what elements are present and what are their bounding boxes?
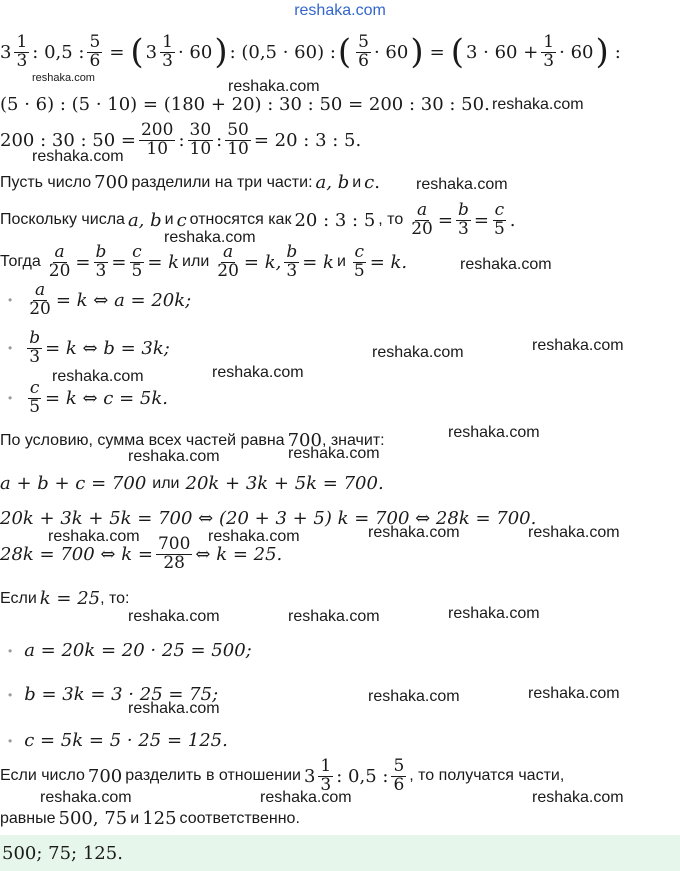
den: 3 xyxy=(29,346,41,367)
expr: = 20 : 3 : 5. xyxy=(253,129,362,151)
text: и xyxy=(336,253,346,271)
fraction xyxy=(456,202,471,239)
num: 30 xyxy=(189,120,212,140)
answer-text: 500; 75; 125. xyxy=(2,842,123,864)
expr: · 60 xyxy=(373,41,409,63)
den: 10 xyxy=(189,138,212,159)
num: 700 xyxy=(157,534,191,554)
whole: 3 xyxy=(0,41,12,63)
watermark: reshaka.com xyxy=(288,445,380,462)
punct: . xyxy=(509,209,516,231)
watermark: reshaka.com xyxy=(492,96,584,113)
fraction xyxy=(160,34,175,71)
fraction xyxy=(27,282,53,319)
watermark: reshaka.com xyxy=(48,528,140,545)
expr: = k xyxy=(147,251,180,273)
text: , то: xyxy=(100,589,130,607)
den: 28 xyxy=(163,552,185,573)
watermark: reshaka.com xyxy=(532,337,624,354)
text: , то получатся части, xyxy=(409,767,565,785)
watermark: reshaka.com xyxy=(288,608,380,625)
text: Поскольку числа xyxy=(0,211,125,229)
num: b xyxy=(95,242,107,262)
list-item xyxy=(0,640,252,661)
text: соответственно. xyxy=(179,809,300,827)
expr: : (0,5 · 60) : xyxy=(229,41,336,63)
den: 5 xyxy=(131,260,143,281)
bullet-icon: • xyxy=(8,643,13,658)
num: b xyxy=(286,242,298,262)
number: 125 xyxy=(142,808,177,829)
expr: c = 5k = 5 · 25 = 125. xyxy=(24,730,228,751)
den: 5 xyxy=(29,396,41,417)
watermark: reshaka.com xyxy=(32,148,124,165)
den: 6 xyxy=(358,50,369,71)
num: b xyxy=(29,328,41,348)
expr: : 0,5 : xyxy=(32,41,85,63)
variable: c xyxy=(176,209,187,231)
text: и xyxy=(164,211,174,229)
watermark: reshaka.com xyxy=(164,229,256,246)
text: равные xyxy=(0,809,56,827)
den: 10 xyxy=(227,138,249,159)
equation-row-8 xyxy=(0,473,384,494)
watermark: reshaka.com xyxy=(532,789,624,806)
watermark: reshaka.com xyxy=(416,176,508,193)
den: 20 xyxy=(217,260,239,281)
variables: a, b xyxy=(315,172,350,193)
text: Тогда xyxy=(0,253,41,271)
equation-row-1 xyxy=(0,34,621,71)
expr: = xyxy=(437,209,453,231)
fraction xyxy=(541,34,556,71)
paren: ( xyxy=(450,32,464,73)
fraction xyxy=(156,536,192,573)
punct: . xyxy=(374,172,380,193)
ratio: 20 : 3 : 5 xyxy=(294,209,376,231)
paren: ( xyxy=(337,32,352,73)
watermark: reshaka.com xyxy=(52,368,144,385)
list-item xyxy=(0,730,228,751)
expr: = k xyxy=(302,251,334,273)
text-row-5 xyxy=(0,202,516,239)
den: 6 xyxy=(89,50,101,71)
number: 700 xyxy=(94,172,129,193)
expr: · 60 xyxy=(559,41,594,63)
fraction xyxy=(139,122,175,159)
text: , значит: xyxy=(321,431,385,449)
bullet-icon: • xyxy=(8,733,13,748)
expr: = k, xyxy=(243,251,282,273)
expr: = k ⇔ c = 5k. xyxy=(45,387,168,409)
expr: · 60 xyxy=(177,41,213,63)
paren: ) xyxy=(410,32,424,73)
expr: = xyxy=(473,209,489,231)
expr: : xyxy=(216,129,223,151)
text: Если число xyxy=(0,767,85,785)
num: c xyxy=(132,242,142,262)
paren: ( xyxy=(130,32,144,73)
watermark: reshaka.com xyxy=(448,424,540,441)
fraction xyxy=(87,34,102,71)
expr: 28k = 700 ⇔ k = xyxy=(0,543,153,565)
text: разделили на три части: xyxy=(131,173,313,191)
bullet-icon: • xyxy=(8,341,13,356)
num: c xyxy=(494,200,505,220)
expr: = k. xyxy=(369,251,408,273)
expr: ⇔ k = 25. xyxy=(195,543,283,565)
watermark: reshaka.com xyxy=(40,789,132,806)
fraction xyxy=(27,330,42,367)
text-row-6 xyxy=(0,244,407,281)
expr: b = 3k = 3 · 25 = 75; xyxy=(24,684,219,705)
watermark: reshaka.com xyxy=(528,524,620,541)
watermark: reshaka.com xyxy=(228,78,320,95)
expr: = k ⇔ b = 3k; xyxy=(45,337,170,359)
expr: = xyxy=(429,41,445,63)
num: 1 xyxy=(320,756,332,776)
num: a xyxy=(416,200,428,220)
fraction xyxy=(352,244,367,281)
fraction xyxy=(188,122,214,159)
num: 1 xyxy=(543,32,555,52)
fraction xyxy=(409,202,435,239)
expr: a + b + c = 700 xyxy=(0,473,147,494)
text: По условию, сумма всех частей равна xyxy=(0,431,285,449)
num: a xyxy=(223,242,234,262)
expr: = xyxy=(109,41,125,63)
num: 1 xyxy=(162,32,173,52)
fraction xyxy=(27,380,42,417)
mixed-number xyxy=(0,34,32,71)
num: 5 xyxy=(358,32,369,52)
expr: : xyxy=(614,41,621,63)
den: 3 xyxy=(543,50,555,71)
expr: a = 20k = 20 · 25 = 500; xyxy=(24,640,252,661)
watermark: reshaka.com xyxy=(368,688,460,705)
den: 20 xyxy=(29,298,51,319)
watermark: reshaka.com xyxy=(368,524,460,541)
list-item xyxy=(0,330,170,367)
num: c xyxy=(29,378,40,398)
number: 700 xyxy=(87,765,123,787)
fraction xyxy=(215,244,241,281)
expr: k = 25 xyxy=(39,588,101,609)
fraction xyxy=(356,34,371,71)
expr: 20k + 3k + 5k = 700 ⇔ (20 + 3 + 5) k = 700 ⇔ 28k = 700. xyxy=(0,508,537,529)
fraction xyxy=(14,34,29,71)
fraction xyxy=(391,758,406,795)
text: и xyxy=(352,173,362,191)
watermark: reshaka.com xyxy=(372,344,464,361)
den: 3 xyxy=(16,50,28,71)
fraction xyxy=(492,202,507,239)
expr: = xyxy=(75,251,91,273)
watermark: reshaka.com xyxy=(128,608,220,625)
watermark: reshaka.com xyxy=(260,789,352,806)
expr: (5 · 6) : (5 · 10) = (180 + 20) : 30 : 50 = 200 : 30 : 50. xyxy=(0,94,490,115)
num: 50 xyxy=(227,120,249,140)
text: Если xyxy=(0,589,37,607)
watermark: reshaka.com xyxy=(128,448,220,465)
expr: = k ⇔ a = 20k; xyxy=(55,289,192,311)
watermark: reshaka.com xyxy=(32,72,95,84)
variable: c xyxy=(364,172,375,193)
watermark: reshaka.com xyxy=(460,256,552,273)
fraction xyxy=(225,122,251,159)
num: 200 xyxy=(140,120,174,140)
den: 3 xyxy=(320,774,332,795)
paren: ) xyxy=(595,32,609,73)
equation-row-2 xyxy=(0,94,490,115)
bullet-icon: • xyxy=(8,293,13,308)
expr: 3 · 60 + xyxy=(465,41,539,63)
text: или xyxy=(152,474,180,492)
num: b xyxy=(457,200,469,220)
den: 3 xyxy=(162,50,173,71)
list-item xyxy=(0,282,191,319)
variables: a, b xyxy=(127,209,162,231)
den: 3 xyxy=(286,260,298,281)
den: 10 xyxy=(146,138,169,159)
watermark-top: reshaka.com xyxy=(294,2,386,19)
text: , то xyxy=(378,211,404,229)
fraction xyxy=(94,244,109,281)
num: 5 xyxy=(89,32,101,52)
expr: 20k + 3k + 5k = 700. xyxy=(185,473,384,494)
den: 20 xyxy=(48,260,71,281)
den: 3 xyxy=(457,218,469,239)
den: 5 xyxy=(353,260,365,281)
num: c xyxy=(354,242,365,262)
watermark: reshaka.com xyxy=(212,364,304,381)
num: 1 xyxy=(16,32,28,52)
expr: : xyxy=(178,129,185,151)
num: a xyxy=(34,280,46,300)
expr: 200 : 30 : 50 = xyxy=(0,129,136,151)
den: 20 xyxy=(411,218,433,239)
expr: : 0,5 : xyxy=(336,765,389,787)
text: или xyxy=(182,253,210,271)
watermark: reshaka.com xyxy=(448,605,540,622)
whole: 3 xyxy=(303,765,316,787)
num: 5 xyxy=(393,756,405,776)
watermark: reshaka.com xyxy=(208,528,300,545)
paren: ) xyxy=(214,32,228,73)
expr: = xyxy=(111,251,127,273)
answer-box xyxy=(0,835,680,871)
mixed-number xyxy=(146,34,178,71)
fraction xyxy=(47,244,73,281)
text-row-11 xyxy=(0,588,133,609)
text: Пусть число xyxy=(0,173,92,191)
number: 700 xyxy=(287,430,322,451)
den: 5 xyxy=(493,218,505,239)
text-row-4 xyxy=(0,172,380,193)
numbers: 500, 75 xyxy=(58,808,128,829)
bullet-icon: • xyxy=(8,687,13,702)
text-row-13 xyxy=(0,808,303,829)
num: a xyxy=(54,242,65,262)
watermark: reshaka.com xyxy=(128,700,220,717)
fraction xyxy=(130,244,145,281)
text: и xyxy=(130,809,140,827)
fraction xyxy=(284,244,299,281)
text: разделить в отношении xyxy=(125,767,301,785)
text: относятся как xyxy=(189,211,292,229)
den: 3 xyxy=(95,260,107,281)
bullet-icon: • xyxy=(8,391,13,406)
watermark: reshaka.com xyxy=(528,685,620,702)
whole: 3 xyxy=(145,41,158,63)
den: 6 xyxy=(393,774,405,795)
